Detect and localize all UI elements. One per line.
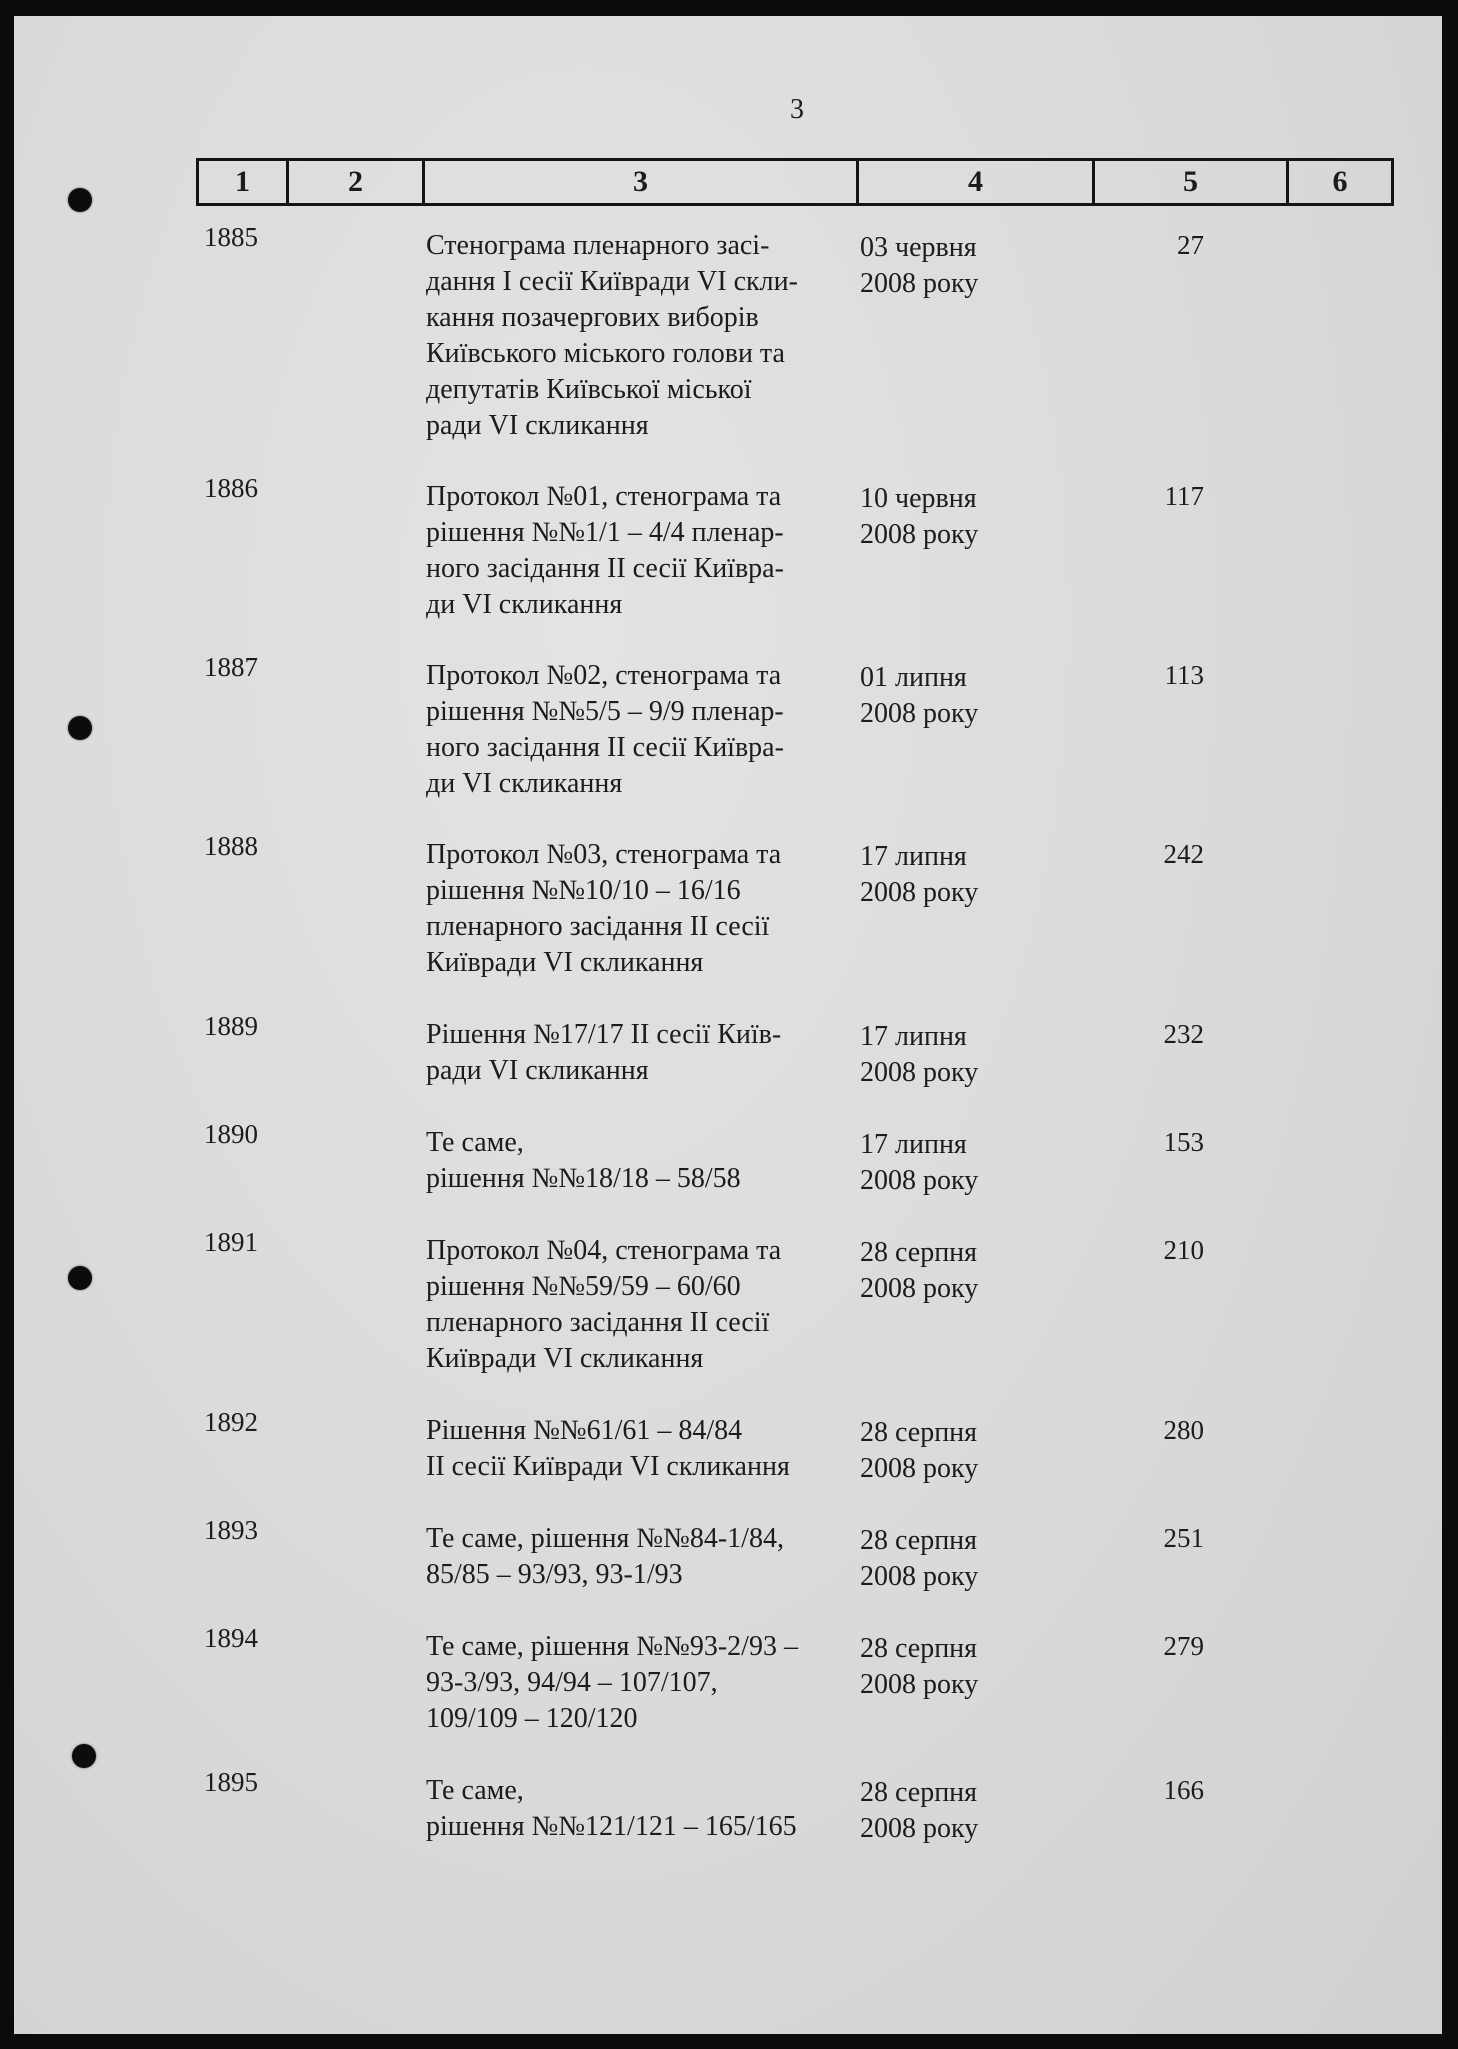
header-col-4: 4 — [859, 161, 1095, 203]
record-number: 1885 — [204, 222, 258, 252]
header-col-3: 3 — [425, 161, 859, 203]
record-number: 1890 — [204, 1119, 258, 1149]
record-number: 1888 — [204, 831, 258, 861]
record-title: Протокол №03, стенограма та рішення №№10/10 – 16/16 пленарного засідання ІІ сесії Київради VI скликання — [426, 839, 782, 978]
record-date: 10 червня 2008 року — [860, 483, 979, 550]
record-page-count: 153 — [1163, 1127, 1204, 1157]
header-col-6: 6 — [1332, 165, 1348, 198]
record-date: 03 червня 2008 року — [860, 232, 979, 299]
record-date: 01 липня 2008 року — [860, 662, 979, 729]
record-title: Те саме, рішення №№121/121 – 165/165 — [426, 1775, 797, 1842]
record-title: Протокол №02, стенограма та рішення №№5/5 – 9/9 пленар- ного засідання ІІ сесії Київра- ди VI скликання — [426, 660, 784, 799]
record-number: 1887 — [204, 652, 258, 682]
record-number: 1892 — [204, 1407, 258, 1437]
record-number: 1895 — [204, 1767, 258, 1797]
document-page — [14, 16, 1442, 2034]
header-col-2: 2 — [289, 161, 425, 203]
record-date: 28 серпня 2008 року — [860, 1777, 979, 1844]
record-number: 1891 — [204, 1227, 258, 1257]
record-page-count: 113 — [1164, 660, 1204, 690]
record-page-count: 117 — [1164, 481, 1204, 511]
record-title: Рішення №№61/61 – 84/84 ІІ сесії Київради VI скликання — [426, 1415, 790, 1482]
record-number: 1893 — [204, 1515, 258, 1545]
header-col-5: 5 — [1095, 161, 1289, 203]
record-date: 17 липня 2008 року — [860, 841, 979, 908]
page-number: 3 — [790, 94, 804, 125]
record-title: Стенограма пленарного засі- дання І сесії Київради VI скли- кання позачергових виборів Київського міського голови та депутатів Київської міської ради VI скликання — [426, 230, 798, 441]
record-page-count: 166 — [1163, 1775, 1204, 1805]
record-page-count: 280 — [1163, 1415, 1204, 1445]
record-page-count: 242 — [1163, 839, 1204, 869]
record-title: Те саме, рішення №№84-1/84, 85/85 – 93/93, 93-1/93 — [426, 1523, 784, 1590]
record-number: 1894 — [204, 1623, 258, 1653]
table-body — [14, 16, 1442, 2034]
record-date: 28 серпня 2008 року — [860, 1633, 979, 1700]
record-date: 28 серпня 2008 року — [860, 1237, 979, 1304]
record-number: 1886 — [204, 473, 258, 503]
record-title: Те саме, рішення №№93-2/93 – 93-3/93, 94/94 – 107/107, 109/109 – 120/120 — [426, 1631, 798, 1734]
record-page-count: 279 — [1163, 1631, 1204, 1661]
record-title: Те саме, рішення №№18/18 – 58/58 — [426, 1127, 741, 1194]
record-title: Протокол №04, стенограма та рішення №№59/59 – 60/60 пленарного засідання ІІ сесії Київради VI скликання — [426, 1235, 782, 1374]
header-col-1: 1 — [199, 161, 289, 203]
record-title: Рішення №17/17 ІІ сесії Київ- ради VI скликання — [426, 1019, 782, 1086]
record-date: 28 серпня 2008 року — [860, 1525, 979, 1592]
record-date: 28 серпня 2008 року — [860, 1417, 979, 1484]
record-page-count: 232 — [1163, 1019, 1204, 1049]
record-page-count: 27 — [1177, 230, 1204, 260]
record-date: 17 липня 2008 року — [860, 1021, 979, 1088]
record-title: Протокол №01, стенограма та рішення №№1/1 – 4/4 пленар- ного засідання ІІ сесії Київра- ди VI скликання — [426, 481, 784, 620]
record-number: 1889 — [204, 1011, 258, 1041]
record-date: 17 липня 2008 року — [860, 1129, 979, 1196]
record-page-count: 210 — [1163, 1235, 1204, 1265]
record-page-count: 251 — [1163, 1523, 1204, 1553]
